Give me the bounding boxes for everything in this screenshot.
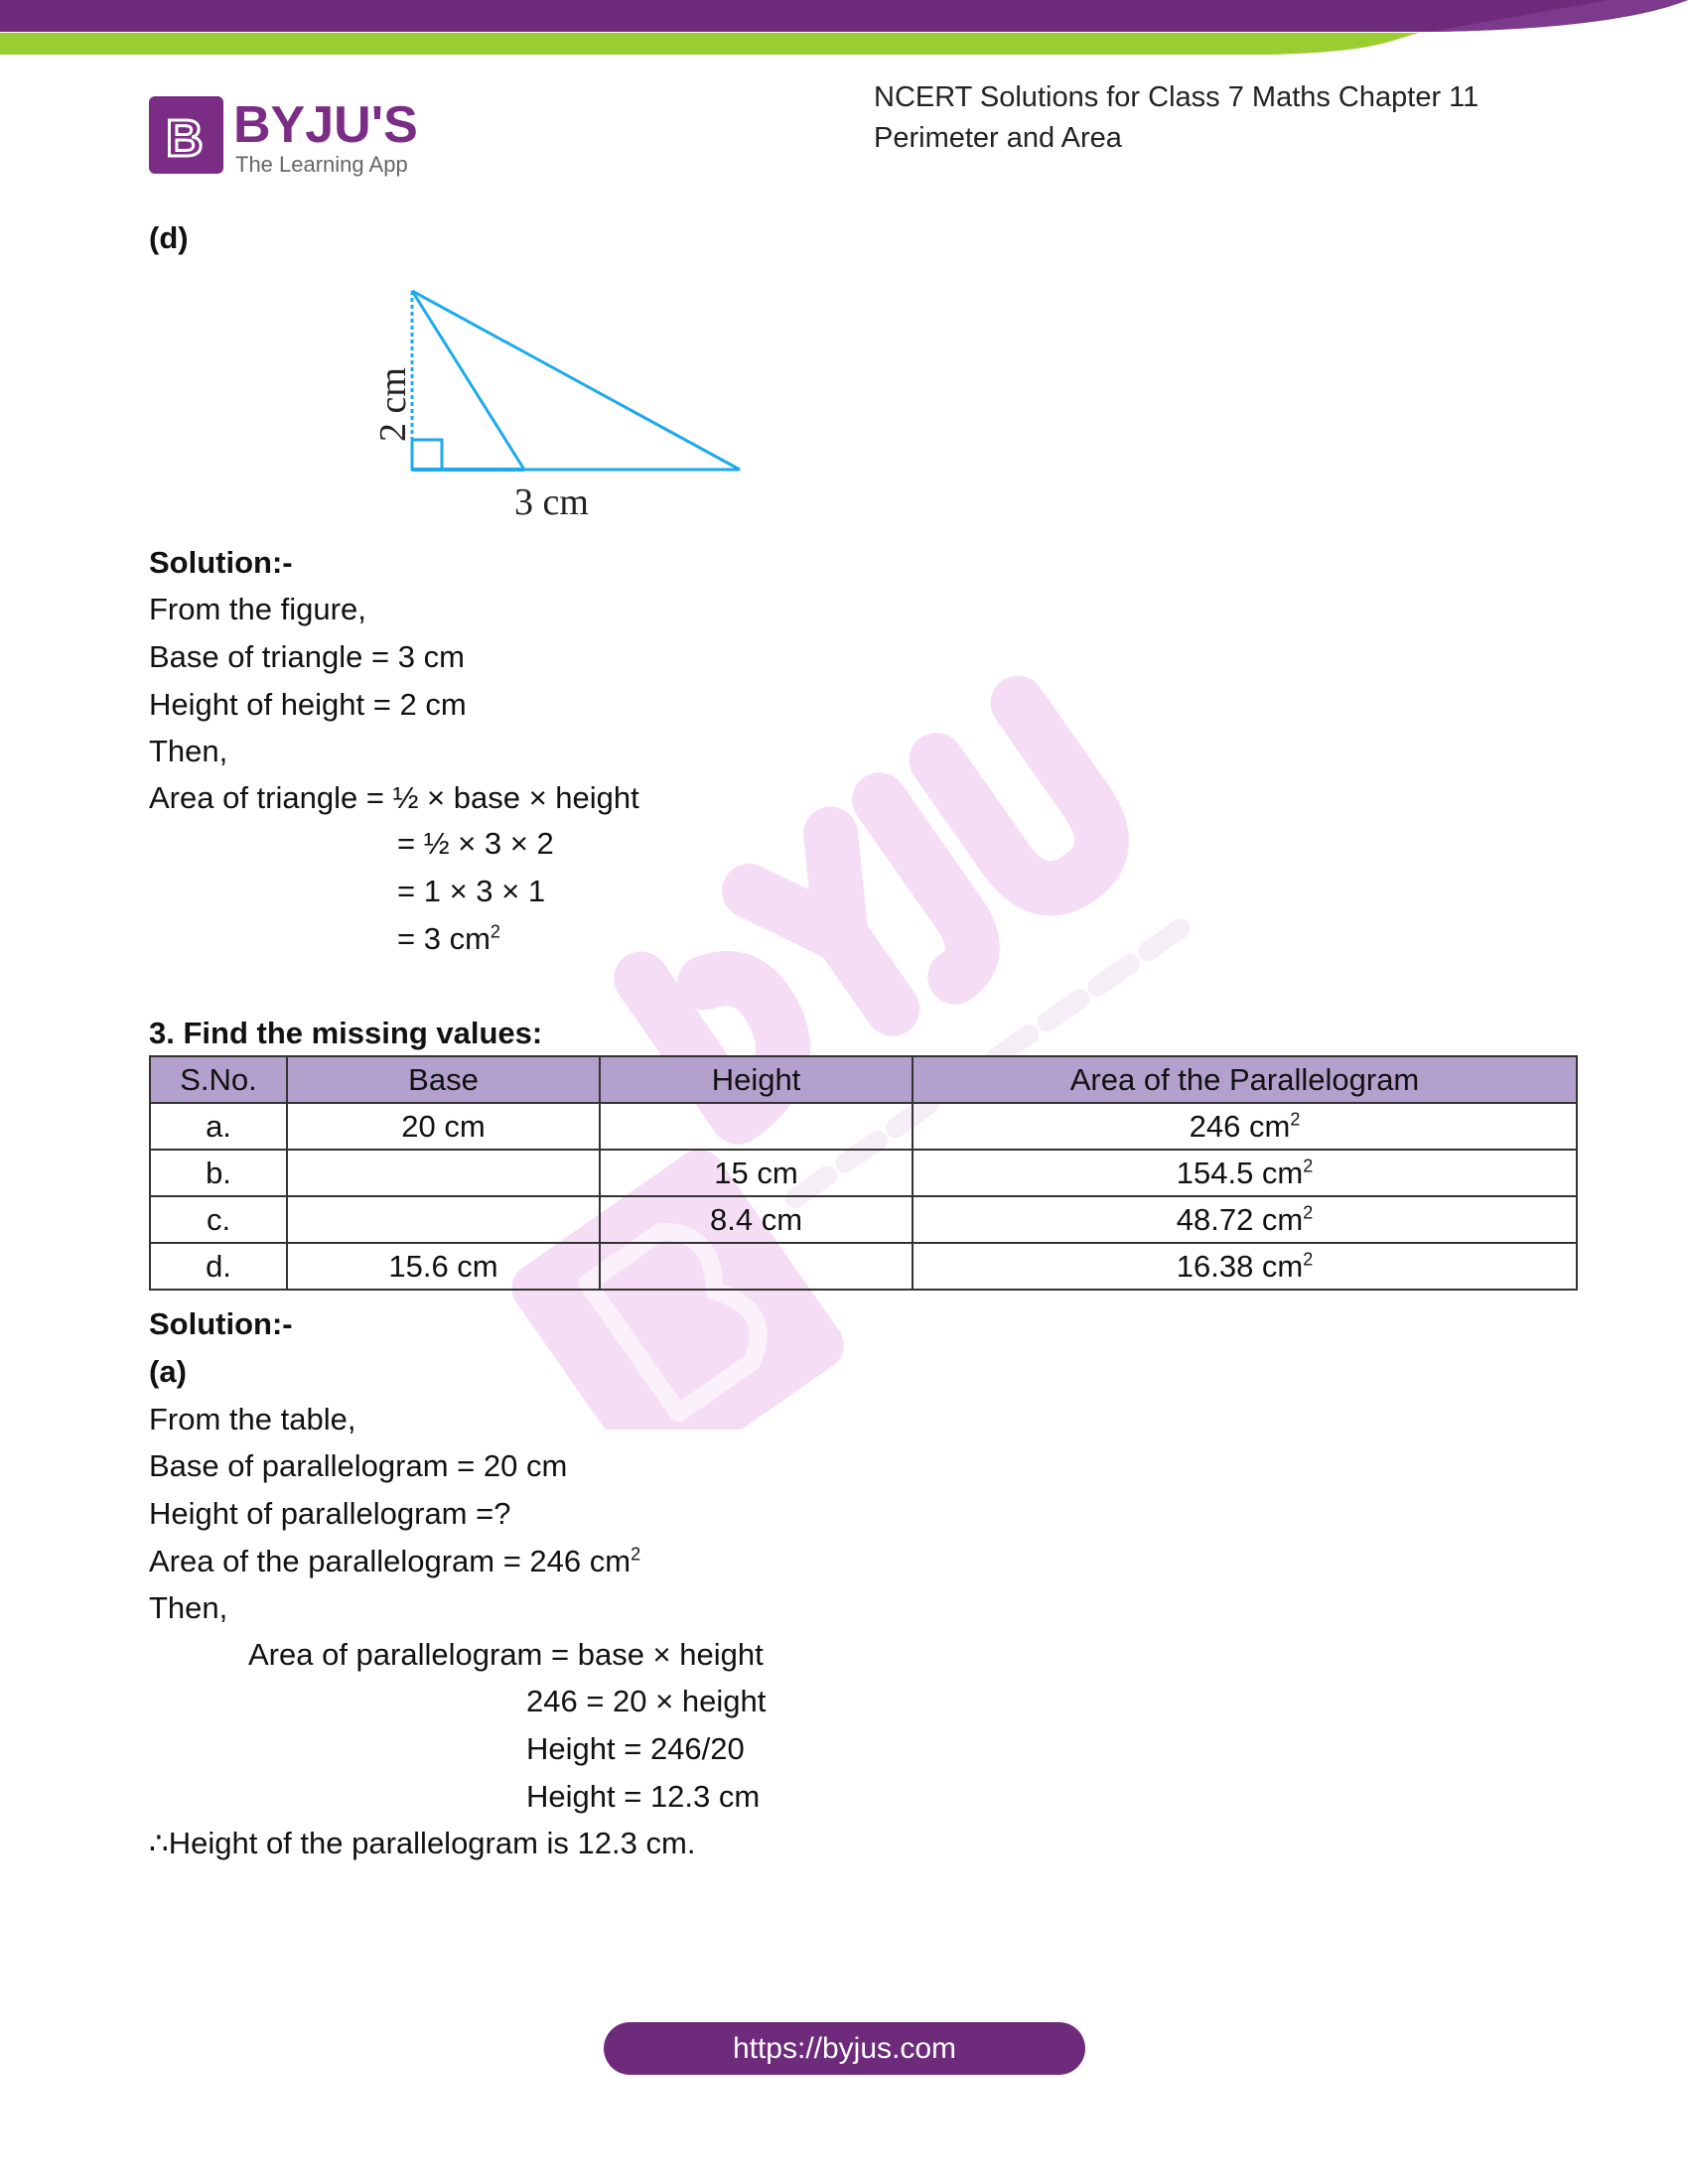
table-header-row <box>150 1056 1577 1103</box>
solution-line: = ½ × 3 × 2 <box>397 826 554 861</box>
cell-base: 15.6 cm <box>287 1243 600 1290</box>
cell-base <box>287 1150 600 1196</box>
cell-sno: c. <box>150 1196 287 1243</box>
header-title-line1: NCERT Solutions for Class 7 Maths Chapter 11 <box>874 81 1479 113</box>
table-row <box>150 1196 1577 1243</box>
column-header: Area of the Parallelogram <box>913 1056 1577 1103</box>
document-header-title <box>874 77 1478 159</box>
solution-line: 246 = 20 × height <box>526 1684 767 1718</box>
svg-text:BYJU'S: BYJU'S <box>233 96 418 154</box>
part-a-label: (a) <box>149 1354 187 1389</box>
triangle-figure <box>357 278 774 526</box>
part-d-label: (d) <box>149 220 189 255</box>
solution-line: Height = 246/20 <box>526 1731 745 1766</box>
solution-line: = 3 $cm^2$ <box>397 921 500 956</box>
solution-line: Height of parallelogram =? <box>149 1496 511 1531</box>
solution-line: Base of parallelogram = 20 cm <box>149 1448 568 1483</box>
solution-line: From the figure, <box>149 592 366 626</box>
solution-heading: Solution:- <box>149 1306 293 1341</box>
cell-height: 15 cm <box>600 1150 913 1196</box>
cell-base: 20 cm <box>287 1103 600 1150</box>
solution-line: Base of triangle = 3 cm <box>149 639 465 674</box>
height-label: 2 cm <box>372 367 414 442</box>
missing-values-table <box>149 1055 1578 1291</box>
cell-height: 8.4 cm <box>600 1196 913 1243</box>
table-row <box>150 1150 1577 1196</box>
cell-sno: d. <box>150 1243 287 1290</box>
column-header: Height <box>600 1056 913 1103</box>
solution-line: = 1 × 3 × 1 <box>397 874 546 908</box>
solution-line: Height of height = 2 cm <box>149 687 467 722</box>
solution-line: Then, <box>149 734 228 768</box>
table-row <box>150 1243 1577 1290</box>
table-row <box>150 1103 1577 1150</box>
solution-line: Then, <box>149 1590 228 1625</box>
question-3-heading: 3. Find the missing values: <box>149 1016 543 1050</box>
cell-height <box>600 1243 913 1290</box>
footer-url-link[interactable]: https://byjus.com <box>604 2022 1085 2075</box>
cell-sno: a. <box>150 1103 287 1150</box>
cell-sno: b. <box>150 1150 287 1196</box>
svg-text:The Learning App: The Learning App <box>235 152 408 177</box>
cell-area: 48.72 $cm^2$ <box>913 1196 1577 1243</box>
base-label: 3 cm <box>514 481 589 523</box>
header-title-line2: Perimeter and Area <box>874 122 1122 154</box>
cell-height <box>600 1103 913 1150</box>
cell-base <box>287 1196 600 1243</box>
solution-line: From the table, <box>149 1402 356 1436</box>
header-band <box>0 0 1688 60</box>
column-header: Base <box>287 1056 600 1103</box>
solution-heading: Solution:- <box>149 545 293 580</box>
column-header: S.No. <box>150 1056 287 1103</box>
conclusion-line: ∴Height of the parallelogram is 12.3 cm. <box>149 1826 696 1860</box>
cell-area: 154.5 $cm^2$ <box>913 1150 1577 1196</box>
cell-area: 246 $cm^2$ <box>913 1103 1577 1150</box>
solution-line: Height = 12.3 cm <box>526 1779 761 1814</box>
svg-text:B: B <box>166 110 204 168</box>
solution-line: Area of the parallelogram = 246 $cm^2$ <box>149 1544 641 1578</box>
solution-line: Area of parallelogram = base × height <box>248 1637 764 1672</box>
solution-line: Area of triangle = ½ × base × height <box>149 780 639 815</box>
byjus-logo <box>149 94 437 184</box>
cell-area: 16.38 $cm^2$ <box>913 1243 1577 1290</box>
